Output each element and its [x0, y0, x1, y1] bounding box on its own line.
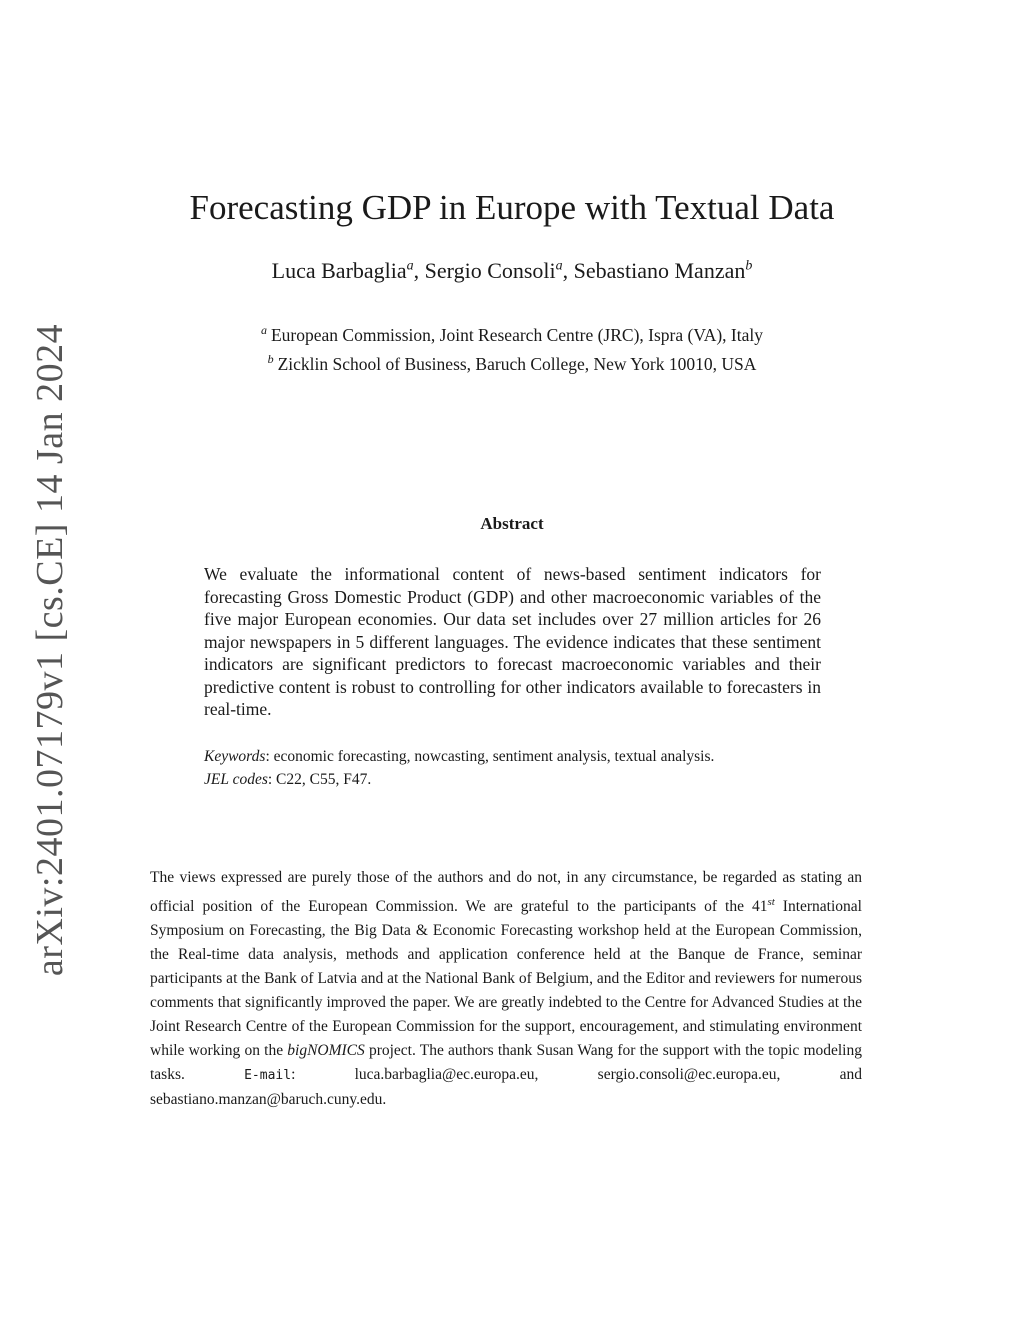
email-label: E-mail: [244, 1068, 292, 1084]
keywords-text: : economic forecasting, nowcasting, sentiment analysis, textual analysis.: [265, 748, 715, 765]
keywords-label: Keywords: [204, 748, 266, 765]
keywords-block: [204, 745, 821, 791]
keywords-line: [204, 745, 821, 768]
email-addresses[interactable]: : luca.barbaglia@ec.europa.eu, sergio.consoli@ec.europa.eu, and sebastiano.manzan@baruch.cuny.edu.: [150, 1066, 862, 1109]
author-name: Sergio Consoli: [424, 258, 556, 283]
ordinal-superscript: st: [767, 896, 775, 908]
affiliation: [0, 323, 1024, 346]
footnote-text: The views expressed are purely those of the authors and do not, in any circumstance, be regarded as stating an official position of the European Commission. We are grateful to the participants of the 41: [150, 869, 862, 916]
author-affil-mark: a: [406, 258, 414, 274]
project-name: bigNOMICS: [287, 1042, 365, 1060]
title-footnote: [150, 866, 862, 1112]
affiliation-text: European Commission, Joint Research Centre (JRC), Ispra (VA), Italy: [270, 324, 764, 345]
jel-label: JEL codes: [204, 771, 268, 788]
jel-line: [204, 768, 821, 791]
author-name: Luca Barbaglia: [271, 258, 407, 283]
paper-title: Forecasting GDP in Europe with Textual Data: [189, 188, 835, 227]
footnote-text: project. The authors thank Susan Wang for the support with the topic modeling tasks.: [150, 1042, 862, 1084]
abstract-text: We evaluate the informational content of news-based sentiment indicators for forecasting Gross Domestic Product (GDP) and other macroeconomic variables of the five major European economies. Our data set includes over 27 million articles for 26 major newspapers in 5 different languages. The evidence indicates that these sentiment indicators are significant predictors to forecast macroeconomic variables and their predictive content is robust to controlling for other indicators available to forecasters in real-time.: [204, 564, 821, 719]
affiliation-mark: b: [267, 352, 274, 366]
author-affil-mark: a: [555, 258, 563, 274]
affiliation-mark: a: [260, 323, 267, 337]
affiliation: [0, 352, 1024, 375]
jel-text: : C22, C55, F47.: [267, 771, 372, 788]
footnote-text: International Symposium on Forecasting, the Big Data & Economic Forecasting workshop held at the European Commission, the Real-time data analysis, methods and application conference held at the Banque de France, seminar participants at the Bank of Latvia and at the National Bank of Belgium, and the Editor and reviewers for numerous comments that significantly improved the paper. We are greatly indebted to the Centre for Advanced Studies at the Joint Research Centre of the European Commission for the support, encouragement, and stimulating environment while working on the: [150, 898, 862, 1060]
arxiv-identifier[interactable]: arXiv:2401.07179v1 [cs.CE] 14 Jan 2024: [29, 323, 71, 977]
author-list: Luca Barbaglia$^a$, Sergio Consoli$^a$, Sebastiano Manzan$^b$: [271, 258, 753, 283]
author-name: Sebastiano Manzan: [573, 258, 746, 283]
abstract-heading: Abstract: [480, 514, 544, 533]
author-affil-mark: b: [745, 258, 753, 274]
affiliation-text: Zicklin School of Business, Baruch College, New York 10010, USA: [277, 353, 757, 374]
